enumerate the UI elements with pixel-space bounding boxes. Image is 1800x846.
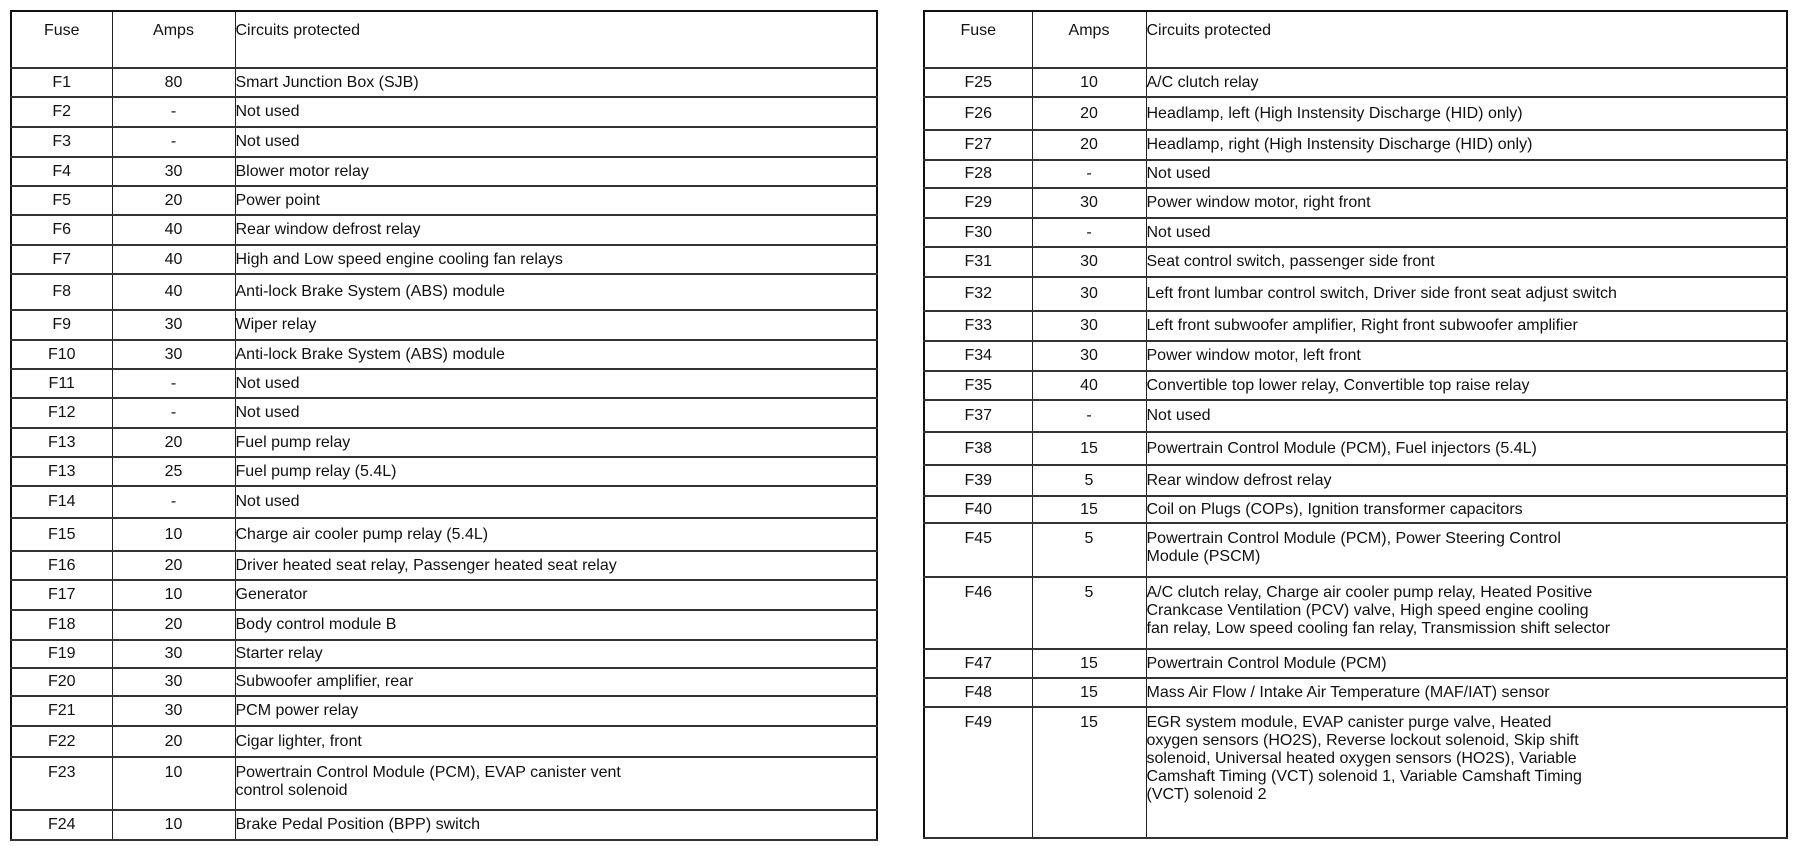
table-row xyxy=(924,97,1787,130)
circuits-cell: Rear window defrost relay xyxy=(235,215,877,245)
table-row xyxy=(11,186,877,215)
circuits-cell: Powertrain Control Module (PCM), Fuel injectors (5.4L) xyxy=(1146,432,1787,465)
fuse-cell: F17 xyxy=(11,580,112,610)
fuse-cell: F1 xyxy=(11,68,112,97)
amps-cell: 30 xyxy=(1032,311,1146,341)
table-row xyxy=(924,465,1787,496)
fuse-cell: F28 xyxy=(924,160,1032,188)
amps-cell: 20 xyxy=(1032,130,1146,160)
circuits-cell: Headlamp, left (High Instensity Discharge (HID) only) xyxy=(1146,97,1787,130)
circuits-cell: Brake Pedal Position (BPP) switch xyxy=(235,810,877,840)
table-row xyxy=(924,371,1787,400)
circuits-cell: Subwoofer amplifier, rear xyxy=(235,668,877,696)
amps-cell: - xyxy=(1032,160,1146,188)
table-row xyxy=(11,518,877,551)
amps-cell: 20 xyxy=(112,726,235,757)
table-row xyxy=(11,726,877,757)
amps-cell: - xyxy=(112,486,235,518)
amps-cell: 5 xyxy=(1032,465,1146,496)
amps-cell: - xyxy=(112,398,235,428)
table-row xyxy=(11,369,877,398)
fuse-cell: F15 xyxy=(11,518,112,551)
amps-cell: 15 xyxy=(1032,678,1146,707)
amps-cell: 10 xyxy=(112,580,235,610)
table-row xyxy=(924,218,1787,247)
circuits-cell: Not used xyxy=(1146,160,1787,188)
circuits-cell: EGR system module, EVAP canister purge valve, Heated oxygen sensors (HO2S), Reverse lockout solenoid, Skip shift solenoid, Universal heated oxygen sensors (HO2S), Variable Camshaft Timing (VCT) solenoid 1, Variable Camshaft Timing (VCT) solenoid 2 xyxy=(1146,707,1787,838)
fuse-cell: F38 xyxy=(924,432,1032,465)
circuits-cell: Seat control switch, passenger side front xyxy=(1146,247,1787,277)
table-row xyxy=(11,398,877,428)
table-row xyxy=(11,610,877,640)
fuse-cell: F11 xyxy=(11,369,112,398)
table-row xyxy=(11,457,877,486)
amps-cell: 30 xyxy=(1032,188,1146,218)
table-row xyxy=(11,668,877,696)
circuits-cell: Not used xyxy=(235,97,877,127)
fuse-cell: F20 xyxy=(11,668,112,696)
table-row xyxy=(11,486,877,518)
fuse-cell: F26 xyxy=(924,97,1032,130)
circuits-cell: Powertrain Control Module (PCM), Power Steering Control Module (PSCM) xyxy=(1146,523,1787,577)
amps-cell: 30 xyxy=(112,696,235,726)
circuits-cell: Wiper relay xyxy=(235,310,877,340)
fuse-cell: F16 xyxy=(11,551,112,580)
table-row xyxy=(11,245,877,274)
circuits-cell: Power point xyxy=(235,186,877,215)
fuse-table-left xyxy=(10,10,878,841)
fuse-cell: F34 xyxy=(924,341,1032,371)
amps-cell: - xyxy=(1032,400,1146,432)
circuits-cell: Rear window defrost relay xyxy=(1146,465,1787,496)
table-row xyxy=(924,311,1787,341)
table-row xyxy=(11,696,877,726)
circuits-cell: A/C clutch relay xyxy=(1146,68,1787,97)
circuits-cell: Body control module B xyxy=(235,610,877,640)
amps-cell: 40 xyxy=(112,245,235,274)
table-row xyxy=(11,97,877,127)
table-row xyxy=(11,810,877,840)
header-circuits: Circuits protected xyxy=(1146,11,1787,68)
fuse-cell: F12 xyxy=(11,398,112,428)
table-row xyxy=(924,130,1787,160)
fuse-cell: F27 xyxy=(924,130,1032,160)
fuse-cell: F22 xyxy=(11,726,112,757)
circuits-cell: Left front subwoofer amplifier, Right front subwoofer amplifier xyxy=(1146,311,1787,341)
amps-cell: 30 xyxy=(112,157,235,186)
amps-cell: 40 xyxy=(1032,371,1146,400)
amps-cell: 20 xyxy=(112,186,235,215)
fuse-cell: F13 xyxy=(11,428,112,457)
fuse-cell: F33 xyxy=(924,311,1032,341)
table-row xyxy=(11,68,877,97)
amps-cell: 30 xyxy=(112,310,235,340)
fuse-cell: F30 xyxy=(924,218,1032,247)
fuse-table-right xyxy=(923,10,1788,839)
amps-cell: 15 xyxy=(1032,707,1146,838)
table-row xyxy=(11,428,877,457)
fuse-cell: F47 xyxy=(924,649,1032,678)
circuits-cell: Coil on Plugs (COPs), Ignition transformer capacitors xyxy=(1146,496,1787,523)
amps-cell: 40 xyxy=(112,274,235,310)
fuse-cell: F45 xyxy=(924,523,1032,577)
fuse-cell: F25 xyxy=(924,68,1032,97)
circuits-cell: Not used xyxy=(235,127,877,157)
amps-cell: 40 xyxy=(112,215,235,245)
fuse-cell: F6 xyxy=(11,215,112,245)
amps-cell: 30 xyxy=(1032,277,1146,311)
amps-cell: - xyxy=(112,127,235,157)
circuits-cell: Anti-lock Brake System (ABS) module xyxy=(235,340,877,369)
header-amps: Amps xyxy=(1032,11,1146,68)
amps-cell: 80 xyxy=(112,68,235,97)
fuse-cell: F32 xyxy=(924,277,1032,311)
table-row xyxy=(924,678,1787,707)
fuse-cell: F35 xyxy=(924,371,1032,400)
table-row xyxy=(924,277,1787,311)
fuse-cell: F5 xyxy=(11,186,112,215)
amps-cell: 10 xyxy=(112,810,235,840)
fuse-cell: F39 xyxy=(924,465,1032,496)
header-fuse: Fuse xyxy=(924,11,1032,68)
circuits-cell: Cigar lighter, front xyxy=(235,726,877,757)
fuse-cell: F13 xyxy=(11,457,112,486)
amps-cell: 15 xyxy=(1032,432,1146,465)
table-row xyxy=(924,432,1787,465)
table-row xyxy=(11,580,877,610)
table-row xyxy=(924,68,1787,97)
amps-cell: 30 xyxy=(1032,341,1146,371)
fuse-cell: F8 xyxy=(11,274,112,310)
table-row xyxy=(924,160,1787,188)
circuits-cell: Blower motor relay xyxy=(235,157,877,186)
fuse-cell: F48 xyxy=(924,678,1032,707)
table-row xyxy=(11,127,877,157)
circuits-cell: Not used xyxy=(235,486,877,518)
circuits-cell: Power window motor, left front xyxy=(1146,341,1787,371)
amps-cell: 20 xyxy=(112,610,235,640)
fuse-cell: F3 xyxy=(11,127,112,157)
fuse-cell: F31 xyxy=(924,247,1032,277)
circuits-cell: Convertible top lower relay, Convertible top raise relay xyxy=(1146,371,1787,400)
fuse-cell: F4 xyxy=(11,157,112,186)
circuits-cell: Powertrain Control Module (PCM), EVAP canister vent control solenoid xyxy=(235,757,877,810)
table-row xyxy=(11,274,877,310)
amps-cell: 25 xyxy=(112,457,235,486)
fuse-cell: F9 xyxy=(11,310,112,340)
circuits-cell: Left front lumbar control switch, Driver side front seat adjust switch xyxy=(1146,277,1787,311)
circuits-cell: Not used xyxy=(1146,400,1787,432)
table-row xyxy=(924,247,1787,277)
amps-cell: 30 xyxy=(112,340,235,369)
fuse-cell: F46 xyxy=(924,577,1032,649)
amps-cell: 30 xyxy=(1032,247,1146,277)
amps-cell: - xyxy=(112,369,235,398)
table-row xyxy=(11,157,877,186)
fuse-cell: F37 xyxy=(924,400,1032,432)
circuits-cell: Generator xyxy=(235,580,877,610)
fuse-cell: F18 xyxy=(11,610,112,640)
circuits-cell: Starter relay xyxy=(235,640,877,668)
fuse-cell: F40 xyxy=(924,496,1032,523)
amps-cell: 30 xyxy=(112,668,235,696)
fuse-cell: F23 xyxy=(11,757,112,810)
header-amps: Amps xyxy=(112,11,235,68)
fuse-cell: F49 xyxy=(924,707,1032,838)
circuits-cell: Mass Air Flow / Intake Air Temperature (MAF/IAT) sensor xyxy=(1146,678,1787,707)
table-row xyxy=(924,400,1787,432)
circuits-cell: Driver heated seat relay, Passenger heated seat relay xyxy=(235,551,877,580)
amps-cell: 15 xyxy=(1032,496,1146,523)
table-row xyxy=(924,577,1787,649)
table-row xyxy=(924,341,1787,371)
fuse-cell: F19 xyxy=(11,640,112,668)
circuits-cell: Not used xyxy=(235,369,877,398)
amps-cell: 30 xyxy=(112,640,235,668)
circuits-cell: Fuel pump relay xyxy=(235,428,877,457)
fuse-cell: F21 xyxy=(11,696,112,726)
circuits-cell: Not used xyxy=(235,398,877,428)
circuits-cell: Charge air cooler pump relay (5.4L) xyxy=(235,518,877,551)
amps-cell: - xyxy=(1032,218,1146,247)
circuits-cell: Anti-lock Brake System (ABS) module xyxy=(235,274,877,310)
table-row xyxy=(924,649,1787,678)
circuits-cell: Power window motor, right front xyxy=(1146,188,1787,218)
amps-cell: 10 xyxy=(112,757,235,810)
fuse-cell: F14 xyxy=(11,486,112,518)
table-row xyxy=(11,215,877,245)
table-row xyxy=(11,640,877,668)
amps-cell: 20 xyxy=(1032,97,1146,130)
fuse-cell: F7 xyxy=(11,245,112,274)
amps-cell: - xyxy=(112,97,235,127)
table-row xyxy=(924,188,1787,218)
table-row xyxy=(11,551,877,580)
circuits-cell: Fuel pump relay (5.4L) xyxy=(235,457,877,486)
circuits-cell: Not used xyxy=(1146,218,1787,247)
table-row xyxy=(924,523,1787,577)
header-row xyxy=(11,11,877,68)
table-row xyxy=(924,707,1787,838)
header-row xyxy=(924,11,1787,68)
fuse-cell: F24 xyxy=(11,810,112,840)
circuits-cell: High and Low speed engine cooling fan relays xyxy=(235,245,877,274)
amps-cell: 5 xyxy=(1032,523,1146,577)
amps-cell: 10 xyxy=(1032,68,1146,97)
table-row xyxy=(11,340,877,369)
amps-cell: 15 xyxy=(1032,649,1146,678)
amps-cell: 20 xyxy=(112,551,235,580)
table-row xyxy=(924,496,1787,523)
header-fuse: Fuse xyxy=(11,11,112,68)
fuse-cell: F2 xyxy=(11,97,112,127)
circuits-cell: Powertrain Control Module (PCM) xyxy=(1146,649,1787,678)
amps-cell: 5 xyxy=(1032,577,1146,649)
header-circuits: Circuits protected xyxy=(235,11,877,68)
circuits-cell: Smart Junction Box (SJB) xyxy=(235,68,877,97)
amps-cell: 20 xyxy=(112,428,235,457)
table-row xyxy=(11,757,877,810)
circuits-cell: Headlamp, right (High Instensity Discharge (HID) only) xyxy=(1146,130,1787,160)
fuse-cell: F29 xyxy=(924,188,1032,218)
circuits-cell: A/C clutch relay, Charge air cooler pump relay, Heated Positive Crankcase Ventilation (PCV) valve, High speed engine cooling fan relay, Low speed cooling fan relay, Transmission shift selector xyxy=(1146,577,1787,649)
amps-cell: 10 xyxy=(112,518,235,551)
fuse-cell: F10 xyxy=(11,340,112,369)
circuits-cell: PCM power relay xyxy=(235,696,877,726)
table-row xyxy=(11,310,877,340)
